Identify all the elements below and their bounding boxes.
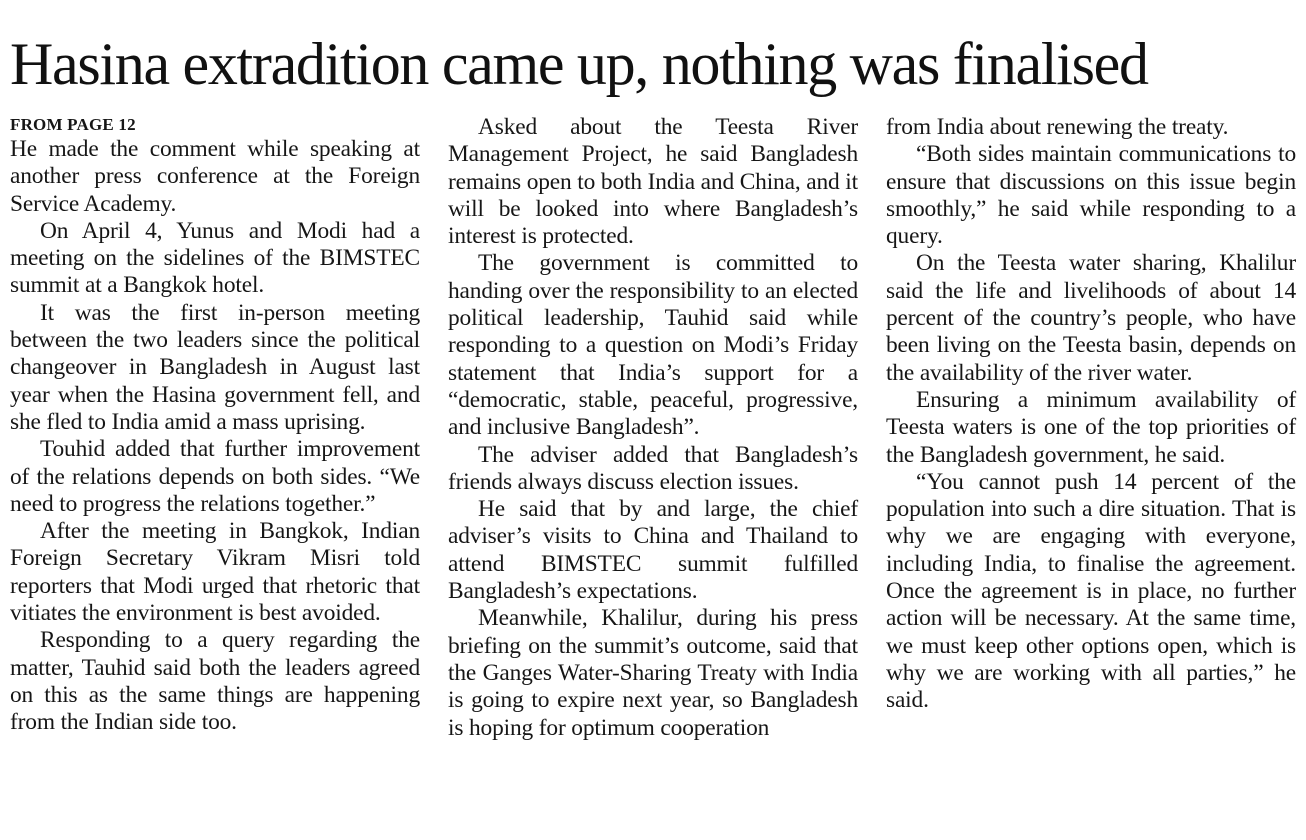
paragraph: The government is committed to handing over the responsibility to an elected political leadership, Tauhid said while responding to a question on Modi’s Friday statement that India’s support for a “democratic, stable, peaceful, progressive, and inclusive Bangladesh”. bbox=[448, 250, 858, 441]
paragraph: The adviser added that Bangladesh’s friends always discuss election issues. bbox=[448, 441, 858, 495]
paragraph: “Both sides maintain communications to ensure that discussions on this issue begin smoothly,” he said while responding to a query. bbox=[886, 141, 1296, 250]
paragraph: Ensuring a minimum availability of Teesta waters is one of the top priorities of the Bangladesh government, he said. bbox=[886, 386, 1296, 468]
paragraph: “You cannot push 14 percent of the population into such a dire situation. That is why we are engaging with everyone, including India, to finalise the agreement. Once the agreement is in place, no further action will be necessary. At the same time, we must keep other options open, which is why we are working with all parties,” he said. bbox=[886, 468, 1296, 714]
paragraph: On the Teesta water sharing, Khalilur said the life and livelihoods of about 14 percent of the country’s people, who have been living on the Teesta basin, depends on the availability of the river water. bbox=[886, 250, 1296, 386]
paragraph: He made the comment while speaking at another press conference at the Foreign Service Academy. bbox=[10, 136, 420, 217]
paragraph: It was the first in-person meeting between the two leaders since the political changeover in Bangladesh in August last year when the Hasina government fell, and she fled to India amid a mass uprising. bbox=[10, 299, 420, 435]
paragraph: Touhid added that further improvement of the relations depends on both sides. “We need to progress the relations together.” bbox=[10, 436, 420, 517]
article-column-2 bbox=[448, 114, 858, 742]
paragraph: from India about renewing the treaty. bbox=[886, 114, 1229, 140]
article-column-1 bbox=[10, 114, 420, 737]
paragraph: On April 4, Yunus and Modi had a meeting on the sidelines of the BIMSTEC summit at a Bangkok hotel. bbox=[10, 217, 420, 299]
paragraph: He said that by and large, the chief adviser’s visits to China and Thailand to attend BIMSTEC summit fulfilled Bangladesh’s expectations. bbox=[448, 496, 858, 605]
paragraph: Responding to a query regarding the matter, Tauhid said both the leaders agreed on this as the same things are happening from the Indian side too. bbox=[10, 627, 420, 736]
headline: Hasina extradition came up, nothing was finalised bbox=[10, 31, 1148, 97]
continuation-kicker: FROM PAGE 12 bbox=[10, 115, 136, 134]
paragraph: After the meeting in Bangkok, Indian Foreign Secretary Vikram Misri told reporters that Modi urged that rhetoric that vitiates the environment is best avoided. bbox=[10, 518, 420, 627]
article-column-3 bbox=[886, 114, 1296, 715]
paragraph: Meanwhile, Khalilur, during his press briefing on the summit’s outcome, said that the Ganges Water-Sharing Treaty with India is going to expire next year, so Bangladesh is hoping for optimum cooperation bbox=[448, 605, 858, 741]
paragraph: Asked about the Teesta River Management Project, he said Bangladesh remains open to both India and China, and it will be looked into where Bangladesh’s interest is protected. bbox=[448, 114, 858, 250]
